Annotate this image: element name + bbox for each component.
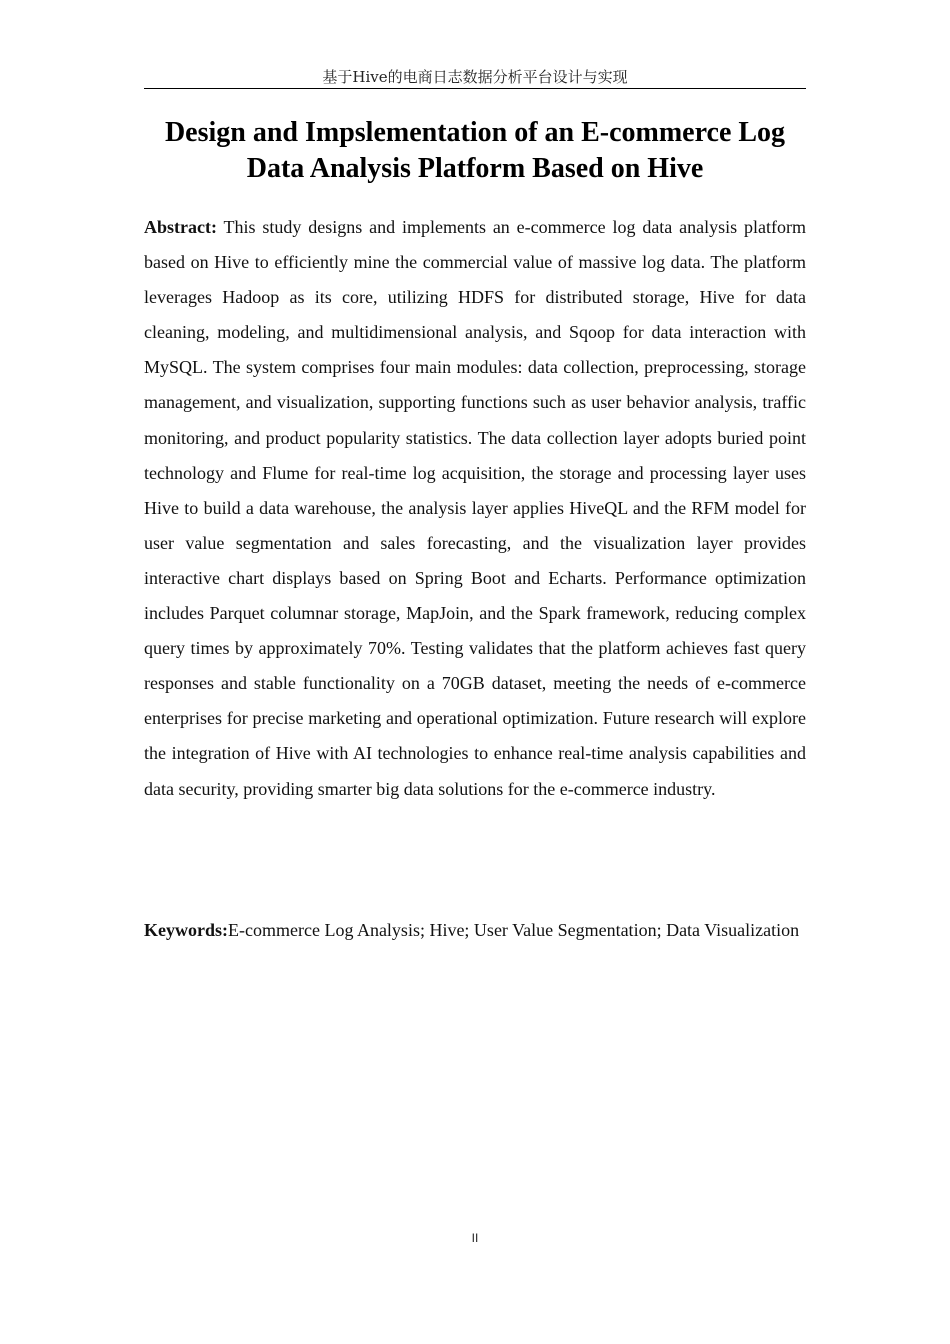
keywords-text: E-commerce Log Analysis; Hive; User Value Segmentation; Data Visualization <box>228 920 800 940</box>
running-header <box>144 66 806 89</box>
paper-title-line-2: Data Analysis Platform Based on Hive <box>246 153 704 184</box>
paper-title-line-1: Design and Impslementation of an E-commerce Log <box>164 117 786 148</box>
abstract-text: This study designs and implements an e-commerce log data analysis platform based on Hive to efficiently mine the commercial value of massive log data. The platform leverages Hadoop as its core, utilizing HDFS for distributed storage, Hive for data cleaning, modeling, and multidimensional analysis, and Sqoop for data interaction with MySQL. The system comprises four main modules: data collection, preprocessing, storage management, and visualization, supporting functions such as user behavior analysis, traffic monitoring, and product popularity statistics. The data collection layer adopts buried point technology and Flume for real-time log acquisition, the storage and processing layer uses Hive to build a data warehouse, the analysis layer applies HiveQL and the RFM model for user value segmentation and sales forecasting, and the visualization layer provides interactive chart displays based on Spring Boot and Echarts. Performance optimization includes Parquet columnar storage, MapJoin, and the Spark framework, reducing complex query times by approximately 70%. Testing validates that the platform achieves fast query responses and stable functionality on a 70GB dataset, meeting the needs of e-commerce enterprises for precise marketing and operational optimization. Future research will explore the integration of Hive with AI technologies to enhance real-time analysis capabilities and data security, providing smarter big data solutions for the e-commerce industry. <box>144 217 806 799</box>
running-header-title: 基于Hive的电商日志数据分析平台设计与实现 <box>322 68 628 86</box>
page-number: II <box>471 1231 479 1245</box>
keywords-label: Keywords: <box>144 920 228 940</box>
keywords-paragraph <box>144 913 806 948</box>
paper-title <box>144 115 806 187</box>
abstract-paragraph <box>144 210 806 807</box>
abstract-label: Abstract: <box>144 217 217 237</box>
